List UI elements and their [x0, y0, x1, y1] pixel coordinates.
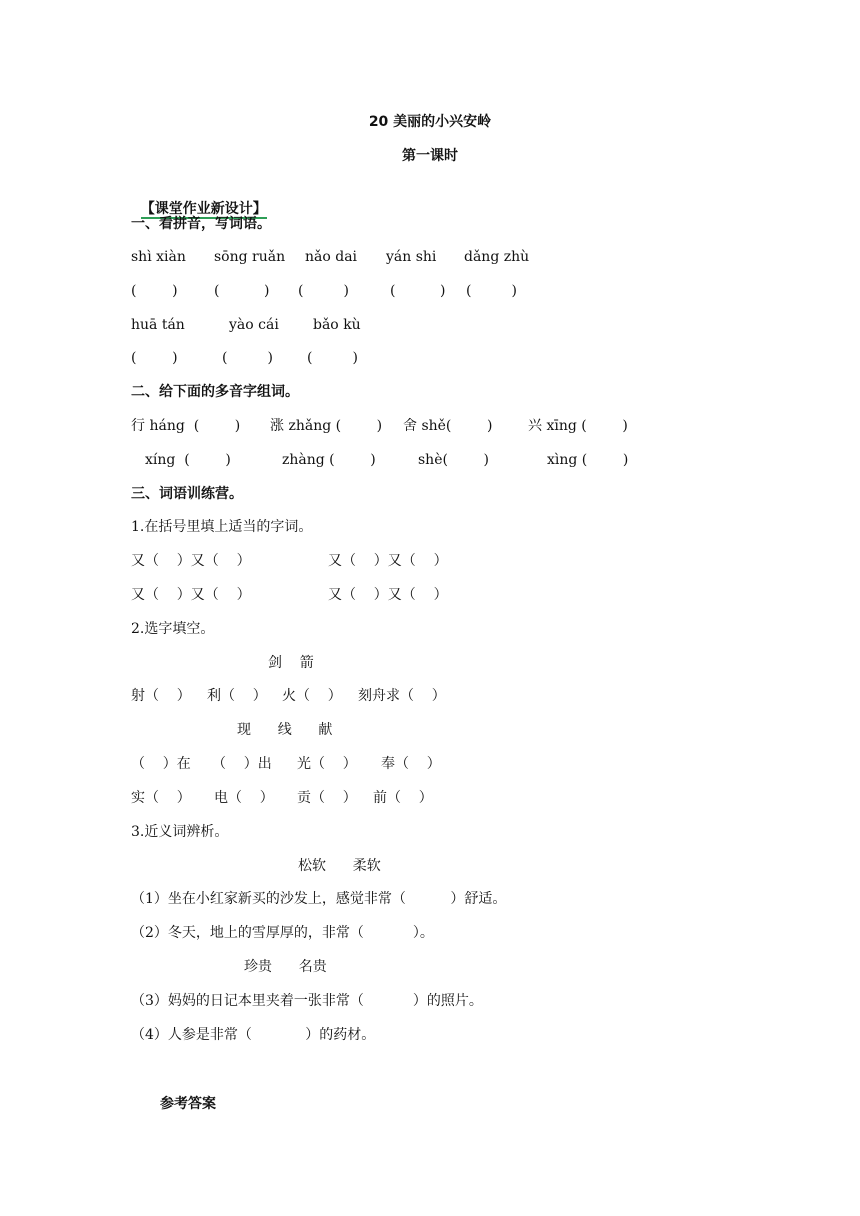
answers-heading: 参考答案	[160, 1096, 216, 1112]
synonym-options: 松软 柔软	[298, 858, 381, 874]
page-subtitle: 第一课时	[402, 148, 458, 164]
q1-heading: 一、看拼音，写词语。	[131, 216, 271, 232]
polyphone-item[interactable]: xíng ( )	[145, 452, 231, 468]
pinyin-item: sōng ruǎn	[214, 249, 286, 265]
fill-item[interactable]: （ ）在	[131, 756, 191, 772]
polyphone-item[interactable]: 涨 zhǎng ( )	[270, 418, 383, 434]
page-title: 20 美丽的小兴安岭	[368, 114, 492, 130]
pinyin-item: yào cái	[229, 317, 279, 333]
fill-pair[interactable]: 又（ ）又（ ）	[328, 553, 448, 569]
polyphone-item[interactable]: xìng ( )	[547, 452, 629, 468]
pinyin-item: shì xiàn	[131, 249, 186, 265]
sentence-item[interactable]: （3）妈妈的日记本里夹着一张非常（ ）的照片。	[131, 993, 483, 1009]
pinyin-item: yán shi	[386, 249, 437, 265]
fill-pair[interactable]: 又（ ）又（ ）	[328, 587, 448, 603]
answer-blank[interactable]: ( )	[466, 283, 517, 299]
sentence-item[interactable]: （2）冬天，地上的雪厚厚的，非常（ ）。	[131, 925, 434, 941]
q3-part2-title: 2.选字填空。	[131, 621, 215, 637]
pinyin-item: dǎng zhù	[464, 249, 530, 265]
section-tag-label: 【课堂作业新设计】	[140, 201, 267, 217]
q3-part1-title: 1.在括号里填上适当的字词。	[131, 519, 313, 535]
polyphone-item[interactable]: 行 háng ( )	[131, 418, 241, 434]
polyphone-item[interactable]: zhàng ( )	[282, 452, 376, 468]
pinyin-item: huā tán	[131, 317, 185, 333]
fill-item[interactable]: 电（ ）	[214, 790, 274, 806]
polyphone-item[interactable]: 兴 xīng ( )	[528, 418, 628, 434]
fill-item[interactable]: 利（ ）	[207, 688, 267, 704]
answer-blank[interactable]: ( )	[131, 283, 178, 299]
fill-item[interactable]: 实（ ）	[131, 790, 191, 806]
answer-blank[interactable]: ( )	[131, 350, 178, 366]
answer-blank[interactable]: ( )	[214, 283, 270, 299]
pinyin-item: bǎo kù	[313, 317, 361, 333]
polyphone-item[interactable]: shè( )	[418, 452, 490, 468]
answer-blank[interactable]: ( )	[222, 350, 273, 366]
fill-item[interactable]: 前（ ）	[373, 790, 433, 806]
q3-heading: 三、词语训练营。	[131, 486, 243, 502]
fill-item[interactable]: 光（ ）	[297, 756, 357, 772]
answer-blank[interactable]: ( )	[307, 350, 358, 366]
fill-item[interactable]: 刻舟求（ ）	[358, 688, 446, 704]
q3-part3-title: 3.近义词辨析。	[131, 824, 229, 840]
answer-blank[interactable]: ( )	[390, 283, 446, 299]
fill-item[interactable]: 奉（ ）	[381, 756, 441, 772]
fill-item[interactable]: （ ）出	[212, 756, 272, 772]
polyphone-item[interactable]: 舍 shě( )	[403, 418, 493, 434]
fill-item[interactable]: 射（ ）	[131, 688, 191, 704]
fill-pair[interactable]: 又（ ）又（ ）	[131, 553, 251, 569]
char-options: 现 线 献	[237, 722, 333, 738]
synonym-options: 珍贵 名贵	[244, 959, 327, 975]
answer-blank[interactable]: ( )	[298, 283, 349, 299]
pinyin-item: nǎo dai	[305, 249, 358, 265]
section-tag	[131, 179, 267, 219]
fill-pair[interactable]: 又（ ）又（ ）	[131, 587, 251, 603]
q2-heading: 二、给下面的多音字组词。	[131, 384, 299, 400]
fill-item[interactable]: 火（ ）	[282, 688, 342, 704]
fill-item[interactable]: 贡（ ）	[297, 790, 357, 806]
sentence-item[interactable]: （4）人参是非常（ ）的药材。	[131, 1027, 376, 1043]
sentence-item[interactable]: （1）坐在小红家新买的沙发上，感觉非常（ ）舒适。	[131, 891, 507, 907]
char-options: 剑 箭	[268, 655, 314, 671]
